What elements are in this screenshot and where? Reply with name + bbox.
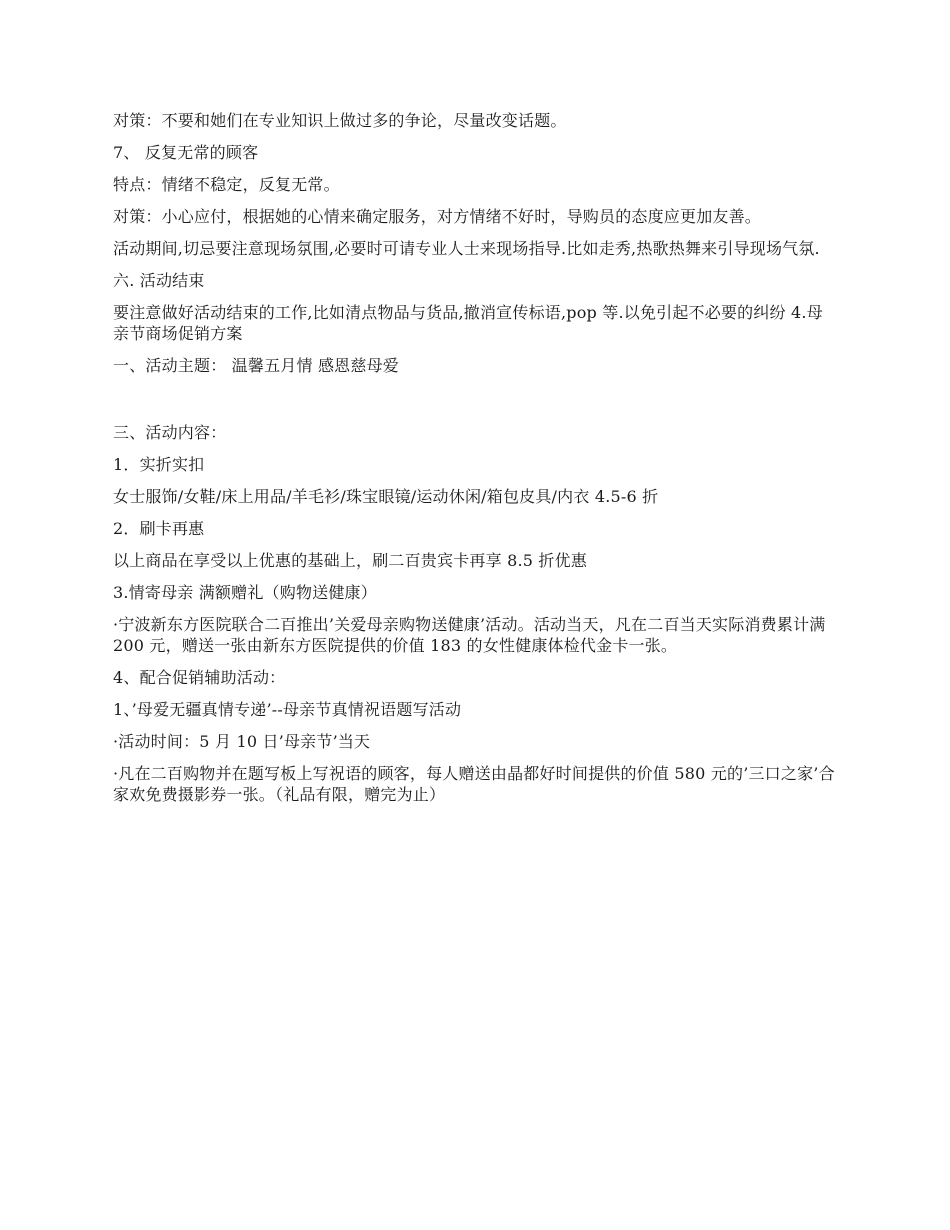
heading-fickle-customer: 7、 反复无常的顾客 (113, 143, 259, 162)
paragraph-card-discount: 以上商品在享受以上优惠的基础上，刷二百贵宾卡再享 8.5 折优惠 (113, 551, 588, 570)
heading-event-content: 三、活动内容： (113, 423, 227, 442)
heading-real-discount: 1．实折实扣 (113, 455, 205, 474)
paragraph-traits: 特点：情绪不稳定，反复无常。 (113, 175, 340, 194)
paragraph-hospital-gift: ·宁波新东方医院联合二百推出’关爱母亲购物送健康’活动。活动当天，凡在二百当天实际消费累计满 200 元，赠送一张由新东方医院提供的价值 183 的女性健康体检代金卡一张。 (113, 615, 826, 655)
paragraph-event-end-work: 要注意做好活动结束的工作,比如清点物品与货品,撤消宣传标语,pop 等.以免引起不必要的纠纷 4.母亲节商场促销方案 (113, 303, 823, 343)
paragraph-photo-coupon: ·凡在二百购物并在题写板上写祝语的顾客，每人赠送由晶都好时间提供的价值 580 元的’三口之家’合家欢免费摄影券一张。（礼品有限，赠完为止） (113, 764, 835, 804)
paragraph-event-atmosphere: 活动期间,切忌要注意现场氛围,必要时可请专业人士来现场指导.比如走秀,热歌热舞来引导现场气氛. (113, 239, 820, 258)
heading-event-theme: 一、活动主题： 温馨五月情 感恩慈母爱 (113, 356, 399, 375)
blank-spacer (113, 387, 838, 422)
document-page (113, 110, 838, 816)
paragraph-strategy-careful: 对策：小心应付，根据她的心情来确定服务，对方情绪不好时，导购员的态度应更加友善。 (113, 207, 762, 226)
paragraph-discount-categories: 女士服饰/女鞋/床上用品/羊毛衫/珠宝眼镜/运动休闲/箱包皮具/内衣 4.5-6 折 (113, 487, 659, 506)
paragraph-strategy-avoid-debate: 对策：不要和她们在专业知识上做过多的争论，尽量改变话题。 (113, 111, 567, 130)
paragraph-activity-time: ·活动时间：5 月 10 日’母亲节’当天 (113, 732, 371, 751)
heading-gift-promotion: 3.情寄母亲 满额赠礼（购物送健康） (113, 583, 377, 602)
heading-event-end: 六. 活动结束 (113, 271, 205, 290)
heading-auxiliary-activities: 4、配合促销辅助活动： (113, 668, 286, 687)
heading-card-discount: 2．刷卡再惠 (113, 519, 205, 538)
heading-wish-writing: 1、’母爱无疆真情专递’--母亲节真情祝语题写活动 (113, 700, 462, 719)
